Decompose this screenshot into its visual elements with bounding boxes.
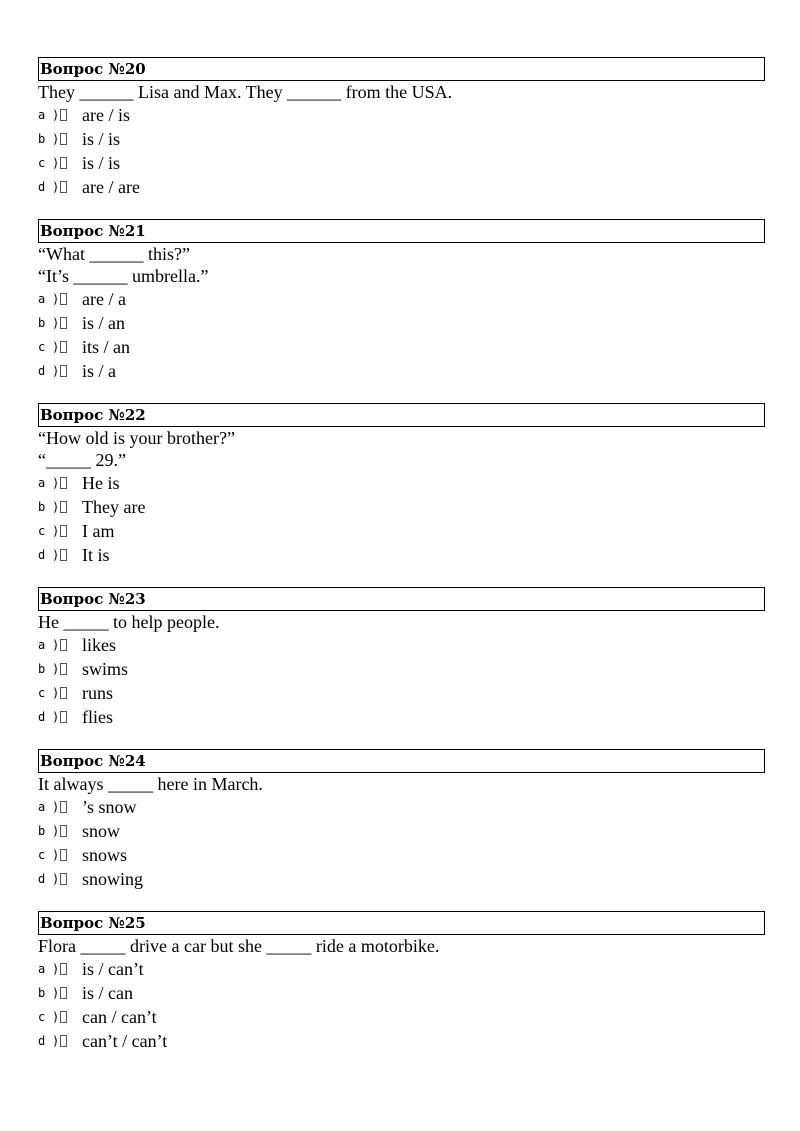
checkbox-icon[interactable]: [60, 1035, 67, 1047]
option-paren: ): [52, 548, 60, 562]
option-paren: ): [52, 364, 60, 378]
checkbox-icon[interactable]: [60, 133, 67, 145]
option-text: can / can’t: [82, 1007, 157, 1027]
answer-option-a[interactable]: [38, 103, 765, 127]
option-letter: a: [38, 476, 46, 490]
checkbox-icon[interactable]: [60, 525, 67, 537]
option-paren: ): [52, 340, 60, 354]
question-text-line: “How old is your brother?”: [38, 428, 235, 448]
question-header: Вопрос №24: [38, 749, 765, 773]
checkbox-icon[interactable]: [60, 663, 67, 675]
option-text: snows: [82, 845, 128, 865]
option-letter: a: [38, 800, 46, 814]
answer-option-a[interactable]: [38, 633, 765, 657]
option-text: are / is: [82, 105, 130, 125]
checkbox-icon[interactable]: [60, 639, 67, 651]
answer-option-d[interactable]: [38, 705, 765, 729]
option-text: is / a: [82, 361, 116, 381]
checkbox-icon[interactable]: [60, 181, 67, 193]
checkbox-icon[interactable]: [60, 293, 67, 305]
option-text: They are: [82, 497, 146, 517]
option-letter: d: [38, 364, 46, 378]
option-letter: c: [38, 156, 46, 170]
checkbox-icon[interactable]: [60, 157, 67, 169]
answer-option-a[interactable]: [38, 957, 765, 981]
option-paren: ): [52, 1010, 60, 1024]
option-text: is / is: [82, 129, 121, 149]
option-letter: b: [38, 316, 46, 330]
answer-option-d[interactable]: [38, 175, 765, 199]
option-letter: b: [38, 500, 46, 514]
option-text: its / an: [82, 337, 130, 357]
question-text-line: They ______ Lisa and Max. They ______ from the USA.: [38, 82, 453, 102]
option-text: is / can: [82, 983, 133, 1003]
option-paren: ): [52, 180, 60, 194]
answer-option-c[interactable]: [38, 519, 765, 543]
option-letter: c: [38, 524, 46, 538]
question-25: [38, 911, 765, 1053]
option-letter: d: [38, 180, 46, 194]
option-letter: c: [38, 1010, 46, 1024]
checkbox-icon[interactable]: [60, 341, 67, 353]
checkbox-icon[interactable]: [60, 873, 67, 885]
option-letter: a: [38, 108, 46, 122]
option-paren: ): [52, 686, 60, 700]
option-paren: ): [52, 524, 60, 538]
answer-option-c[interactable]: [38, 681, 765, 705]
question-header: Вопрос №21: [38, 219, 765, 243]
checkbox-icon[interactable]: [60, 987, 67, 999]
option-text: ’s snow: [82, 797, 137, 817]
answer-option-b[interactable]: [38, 819, 765, 843]
checkbox-icon[interactable]: [60, 1011, 67, 1023]
checkbox-icon[interactable]: [60, 501, 67, 513]
question-text-line: “It’s ______ umbrella.”: [38, 266, 209, 286]
question-text-line: It always _____ here in March.: [38, 774, 263, 794]
checkbox-icon[interactable]: [60, 109, 67, 121]
option-paren: ): [52, 986, 60, 1000]
option-paren: ): [52, 872, 60, 886]
option-letter: d: [38, 710, 46, 724]
checkbox-icon[interactable]: [60, 317, 67, 329]
checkbox-icon[interactable]: [60, 477, 67, 489]
question-text-line: “_____ 29.”: [38, 450, 126, 470]
option-paren: ): [52, 800, 60, 814]
checkbox-icon[interactable]: [60, 365, 67, 377]
option-letter: d: [38, 872, 46, 886]
question-header: Вопрос №23: [38, 587, 765, 611]
checkbox-icon[interactable]: [60, 711, 67, 723]
option-text: snowing: [82, 869, 144, 889]
option-paren: ): [52, 962, 60, 976]
option-letter: d: [38, 548, 46, 562]
option-paren: ): [52, 132, 60, 146]
answer-option-c[interactable]: [38, 335, 765, 359]
option-text: It is: [82, 545, 110, 565]
option-letter: b: [38, 662, 46, 676]
checkbox-icon[interactable]: [60, 687, 67, 699]
option-text: are / a: [82, 289, 126, 309]
answer-option-b[interactable]: [38, 657, 765, 681]
option-paren: ): [52, 662, 60, 676]
question-22: [38, 403, 765, 567]
option-paren: ): [52, 500, 60, 514]
answer-option-c[interactable]: [38, 151, 765, 175]
option-letter: a: [38, 962, 46, 976]
option-paren: ): [52, 1034, 60, 1048]
answer-option-d[interactable]: [38, 543, 765, 567]
option-letter: b: [38, 824, 46, 838]
option-text: snow: [82, 821, 121, 841]
option-letter: a: [38, 292, 46, 306]
option-letter: b: [38, 132, 46, 146]
option-text: is / can’t: [82, 959, 144, 979]
question-21: [38, 219, 765, 383]
option-letter: b: [38, 986, 46, 1000]
option-paren: ): [52, 156, 60, 170]
option-text: are / are: [82, 177, 140, 197]
option-text: I am: [82, 521, 115, 541]
option-paren: ): [52, 108, 60, 122]
checkbox-icon[interactable]: [60, 801, 67, 813]
answer-option-a[interactable]: [38, 471, 765, 495]
question-text-line: He _____ to help people.: [38, 612, 220, 632]
answer-option-a[interactable]: [38, 795, 765, 819]
option-letter: c: [38, 848, 46, 862]
question-24: [38, 749, 765, 891]
answer-option-b[interactable]: [38, 981, 765, 1005]
answer-option-c[interactable]: [38, 1005, 765, 1029]
option-paren: ): [52, 848, 60, 862]
question-23: [38, 587, 765, 729]
answer-option-b[interactable]: [38, 127, 765, 151]
answer-option-b[interactable]: [38, 495, 765, 519]
question-header: Вопрос №20: [38, 57, 765, 81]
option-text: runs: [82, 683, 113, 703]
option-text: can’t / can’t: [82, 1031, 168, 1051]
option-text: likes: [82, 635, 116, 655]
checkbox-icon[interactable]: [60, 963, 67, 975]
answer-option-d[interactable]: [38, 867, 765, 891]
option-paren: ): [52, 316, 60, 330]
checkbox-icon[interactable]: [60, 549, 67, 561]
answer-option-b[interactable]: [38, 311, 765, 335]
option-text: is / an: [82, 313, 125, 333]
option-text: flies: [82, 707, 113, 727]
question-text-line: Flora _____ drive a car but she _____ ride a motorbike.: [38, 936, 440, 956]
option-paren: ): [52, 710, 60, 724]
option-letter: c: [38, 340, 46, 354]
checkbox-icon[interactable]: [60, 849, 67, 861]
option-letter: c: [38, 686, 46, 700]
question-header: Вопрос №25: [38, 911, 765, 935]
option-text: swims: [82, 659, 129, 679]
checkbox-icon[interactable]: [60, 825, 67, 837]
option-text: is / is: [82, 153, 121, 173]
option-paren: ): [52, 638, 60, 652]
option-letter: d: [38, 1034, 46, 1048]
question-header: Вопрос №22: [38, 403, 765, 427]
option-paren: ): [52, 292, 60, 306]
option-paren: ): [52, 824, 60, 838]
answer-option-a[interactable]: [38, 287, 765, 311]
option-paren: ): [52, 476, 60, 490]
answer-option-c[interactable]: [38, 843, 765, 867]
answer-option-d[interactable]: [38, 1029, 765, 1053]
question-20: [38, 57, 765, 199]
answer-option-d[interactable]: [38, 359, 765, 383]
option-text: He is: [82, 473, 120, 493]
question-text-line: “What ______ this?”: [38, 244, 190, 264]
option-letter: a: [38, 638, 46, 652]
